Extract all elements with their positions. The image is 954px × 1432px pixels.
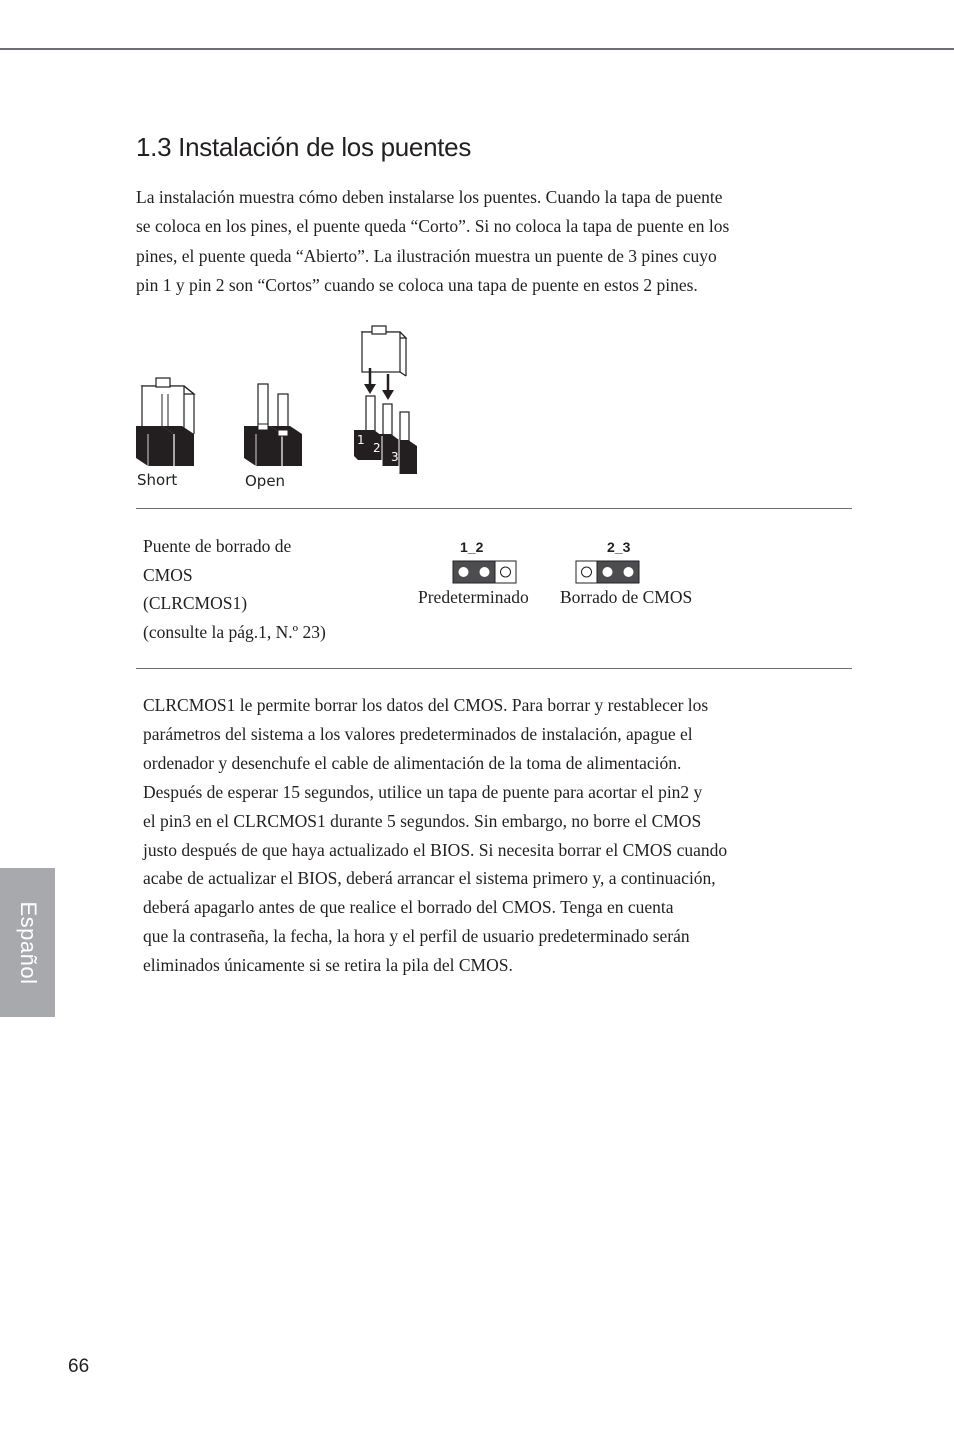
jumper-name-line: CMOS — [143, 564, 193, 585]
open-label: Open — [245, 472, 286, 490]
pin-number-3: 3 — [391, 450, 399, 464]
description-line: acabe de actualizar el BIOS, deberá arrancar el sistema primero y, a continuación, — [143, 868, 716, 889]
clear-pins-label: 2_3 — [607, 539, 631, 555]
intro-line: pines, el puente queda “Abierto”. La ilustración muestra un puente de 3 pines cuyo — [136, 245, 717, 266]
header-rule — [0, 48, 954, 50]
pin-number-2: 2 — [373, 441, 381, 455]
table-bottom-rule — [136, 668, 852, 669]
default-pins-label: 1_2 — [460, 539, 484, 555]
jumper-name-line: Puente de borrado de — [143, 536, 292, 556]
description-line: ordenador y desenchufe el cable de alimentación de la toma de alimentación. — [143, 752, 682, 773]
description-line: Después de esperar 15 segundos, utilice un tapa de puente para acortar el pin2 y — [143, 781, 703, 802]
jumper-name-line: (CLRCMOS1) — [143, 593, 248, 614]
default-caption: Predeterminado — [418, 587, 529, 607]
intro-line: La instalación muestra cómo deben instalarse los puentes. Cuando la tapa de puente — [136, 187, 723, 207]
intro-line: pin 1 y pin 2 son “Cortos” cuando se coloca una tapa de puente en estos 2 pines. — [136, 275, 698, 296]
intro-paragraph — [136, 183, 836, 301]
jumper-name-line: (consulte la pág.1, N.º 23) — [143, 621, 326, 642]
description-line: que la contraseña, la fecha, la hora y el perfil de usuario predeterminado serán — [143, 926, 690, 947]
clear-cmos-caption: Borrado de CMOS — [560, 587, 693, 607]
table-top-rule — [136, 508, 852, 509]
three-pin-jumper-graphic — [354, 326, 417, 474]
section-title: 1.3 Instalación de los puentes — [136, 132, 472, 162]
jumper-name — [143, 532, 326, 646]
default-pin-diagram — [452, 560, 518, 584]
page-number: 66 — [68, 1356, 90, 1377]
pin-number-1: 1 — [357, 433, 365, 447]
short-label: Short — [137, 471, 178, 489]
description-line: el pin3 en el CLRCMOS1 durante 5 segundos. Sin embargo, no borre el CMOS — [143, 810, 702, 831]
description-line: justo después de que haya actualizado el BIOS. Si necesita borrar el CMOS cuando — [143, 839, 728, 860]
intro-line: se coloca en los pines, el puente queda “Corto”. Si no coloca la tapa de puente en los — [136, 216, 730, 237]
open-jumper-graphic — [244, 384, 302, 466]
description-line: parámetros del sistema a los valores predeterminados de instalación, apague el — [143, 723, 693, 744]
clear-cmos-pin-diagram — [575, 560, 641, 584]
description-line: eliminados únicamente si se retira la pila del CMOS. — [143, 955, 513, 976]
language-tab-label: Español — [15, 900, 41, 985]
description-line: CLRCMOS1 le permite borrar los datos del CMOS. Para borrar y restablecer los — [143, 695, 709, 715]
language-tab — [0, 868, 55, 1017]
description-line: deberá apagarlo antes de que realice el borrado del CMOS. Tenga en cuenta — [143, 897, 674, 918]
short-jumper-graphic — [136, 378, 194, 466]
description-paragraph — [143, 691, 843, 980]
